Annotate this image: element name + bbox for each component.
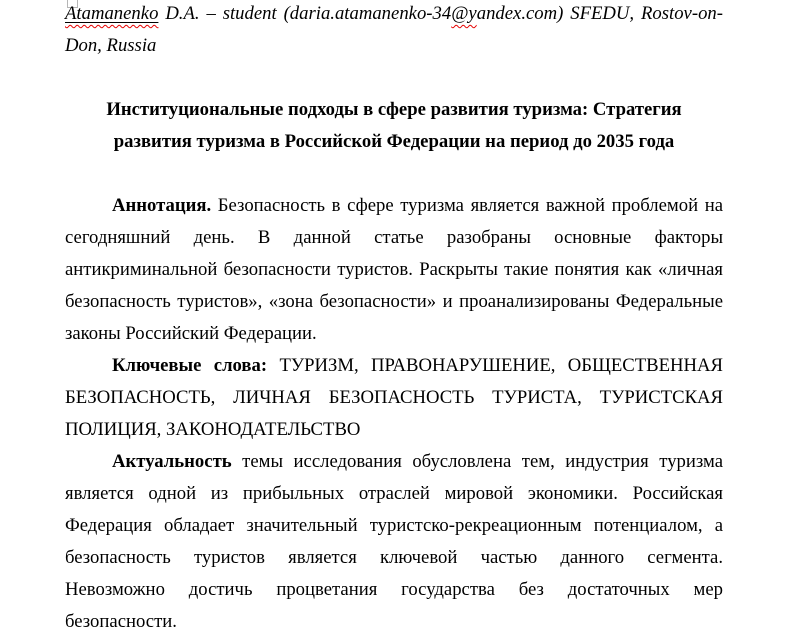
author-line-middle: D.A. – student (daria.atamanenko-34: [158, 3, 452, 24]
author-line-1: [65, 0, 723, 30]
relevance-line-1-text: темы исследования обусловлена тем, индустрия туризма: [231, 451, 723, 472]
abstract-line-1: [65, 190, 723, 222]
abstract-line-3: антикриминальной безопасности туристов. Раскрыты такие понятия как «личная: [65, 259, 723, 280]
relevance-line-1: [65, 446, 723, 478]
relevance-line-6: безопасности.: [65, 611, 177, 630]
author-surname-underline: [65, 3, 158, 24]
abstract-label: Аннотация.: [112, 195, 212, 216]
keywords-line-1: [65, 350, 723, 382]
blank-line: [65, 62, 723, 94]
relevance-line-4: безопасность туристов является ключевой частью данного сегмента.: [65, 547, 723, 568]
email-spellcheck-fragment: @y: [451, 3, 477, 24]
author-line-tail: andex.com) SFEDU, Rostov-on-: [476, 3, 723, 24]
abstract-line-5: законы Российский Федерации.: [65, 323, 317, 344]
title-line-1: Институциональные подходы в сфере развития туризма: Стратегия: [106, 99, 682, 120]
author-line-2: Don, Russia: [65, 35, 157, 56]
relevance-line-3: Федерация обладает значительный туристско-рекреационным потенциалом, а: [65, 515, 723, 536]
relevance-label: Актуальность: [112, 451, 232, 472]
document-text-area: [65, 0, 723, 630]
title-line-2: развития туризма в Российской Федерации на период до 2035 года: [113, 131, 675, 152]
relevance-line-5: Невозможно достичь процветания государства без достаточных мер: [65, 579, 723, 600]
relevance-line-2: является одной из прибыльных отраслей мировой экономики. Российская: [65, 483, 723, 504]
keywords-line-1-text: ТУРИЗМ, ПРАВОНАРУШЕНИЕ, ОБЩЕСТВЕННАЯ: [267, 355, 723, 376]
blank-line: [65, 158, 723, 190]
abstract-line-4: безопасность туристов», «зона безопасности» и проанализированы Федеральные: [65, 291, 723, 312]
keywords-line-3: ПОЛИЦИЯ, ЗАКОНОДАТЕЛЬСТВО: [65, 419, 361, 440]
keywords-line-2: БЕЗОПАСНОСТЬ, ЛИЧНАЯ БЕЗОПАСНОСТЬ ТУРИСТА, ТУРИСТСКАЯ: [65, 387, 723, 408]
abstract-line-1-text: Безопасность в сфере туризма является важной проблемой на: [211, 195, 723, 216]
abstract-line-2: сегодняшний день. В данной статье разобраны основные факторы: [65, 227, 723, 248]
keywords-label: Ключевые слова:: [112, 355, 268, 376]
author-surname: Atamanenko: [65, 3, 159, 24]
